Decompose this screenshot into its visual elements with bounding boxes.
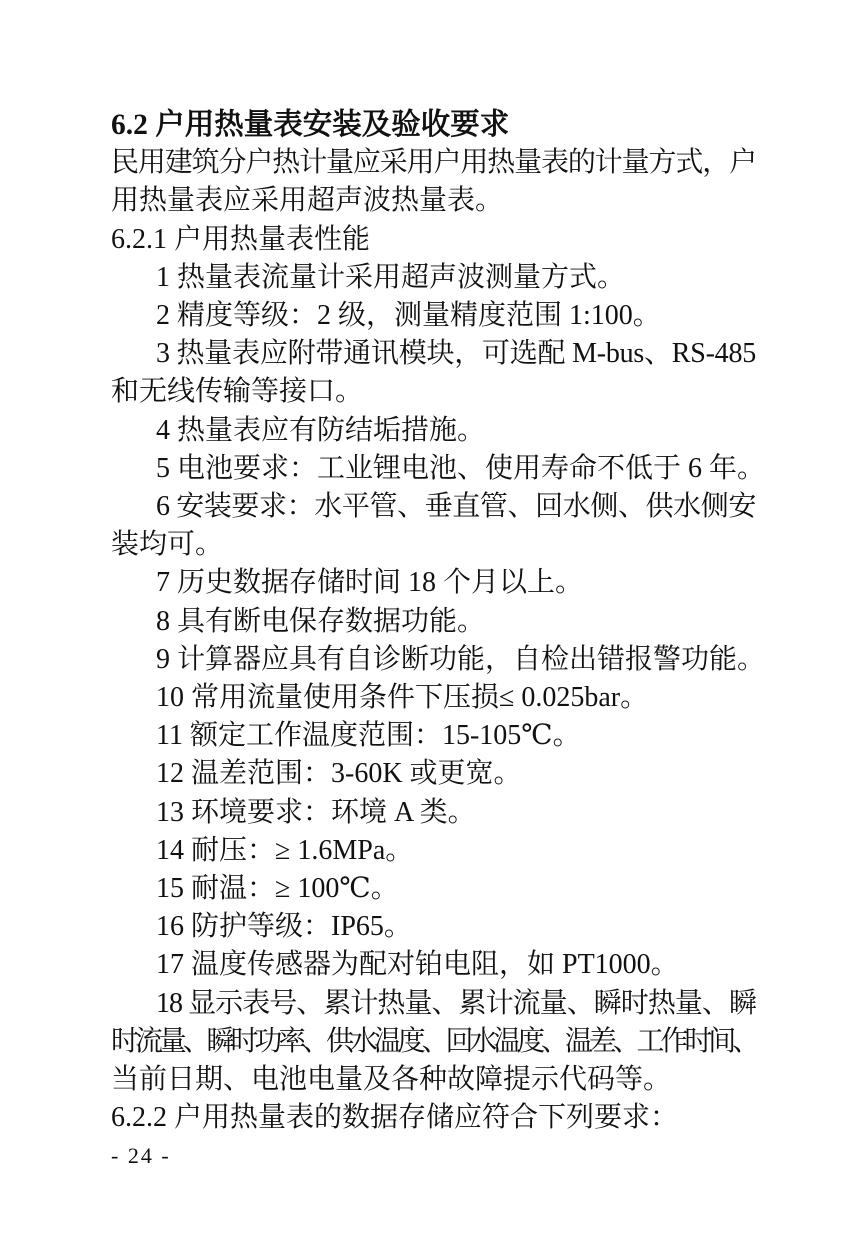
paragraph-line: 民用建筑分户热计量应采用户用热量表的计量方式，户 [111, 147, 756, 179]
list-item-8: 8 具有断电保存数据功能。 [156, 605, 486, 637]
list-item-18-continued: 当前日期、电池电量及各种故障提示代码等。 [111, 1064, 672, 1096]
list-item-1: 1 热量表流量计采用超声波测量方式。 [156, 261, 626, 293]
list-item-11: 11 额定工作温度范围：15-105℃。 [156, 720, 581, 752]
section-heading-text: 6.2 户用热量表安装及验收要求 [111, 109, 510, 141]
list-item-5: 5 电池要求：工业锂电池、使用寿命不低于 6 年。 [156, 452, 766, 484]
list-item-10: 10 常用流量使用条件下压损≤ 0.025bar。 [156, 682, 649, 714]
list-item-6-continued: 装均可。 [111, 529, 224, 561]
list-item-7: 7 历史数据存储时间 18 个月以上。 [156, 567, 584, 599]
list-item-18: 18 显示表号、累计热量、累计流量、瞬时热量、瞬 [156, 987, 756, 1019]
list-item-17: 17 温度传感器为配对铂电阻，如 PT1000。 [156, 949, 679, 981]
section-heading-6-2 [111, 106, 756, 144]
list-item-16: 16 防护等级：IP65。 [156, 911, 412, 943]
list-item-15: 15 耐温：≥ 100℃。 [156, 873, 399, 905]
list-item-12: 12 温差范围：3-60K 或更宽。 [156, 758, 522, 790]
list-item-9: 9 计算器应具有自诊断功能，自检出错报警功能。 [156, 643, 766, 675]
subsection-heading-6-2-2: 6.2.2 户用热量表的数据存储应符合下列要求： [111, 1102, 679, 1134]
list-item-4: 4 热量表应有防结垢措施。 [156, 414, 486, 446]
list-item-13: 13 环境要求：环境 A 类。 [156, 796, 476, 828]
page-number: - 24 - [111, 1143, 171, 1169]
list-item-18-continued: 时流量、瞬时功率、供水温度、回水温度、温差、工作时间、 [111, 1025, 756, 1057]
list-item-14: 14 耐压：≥ 1.6MPa。 [156, 834, 414, 866]
paragraph-line: 用热量表应采用超声波热量表。 [111, 185, 504, 217]
list-item-2: 2 精度等级：2 级，测量精度范围 1:100。 [156, 300, 661, 332]
document-content [111, 106, 766, 1176]
list-item-3-continued: 和无线传输等接口。 [111, 376, 364, 408]
subsection-heading-6-2-1: 6.2.1 户用热量表性能 [111, 223, 371, 255]
list-item-3: 3 热量表应附带通讯模块，可选配 M-bus、RS-485 [156, 338, 756, 370]
list-item-6: 6 安装要求：水平管、垂直管、回水侧、供水侧安 [156, 491, 756, 523]
